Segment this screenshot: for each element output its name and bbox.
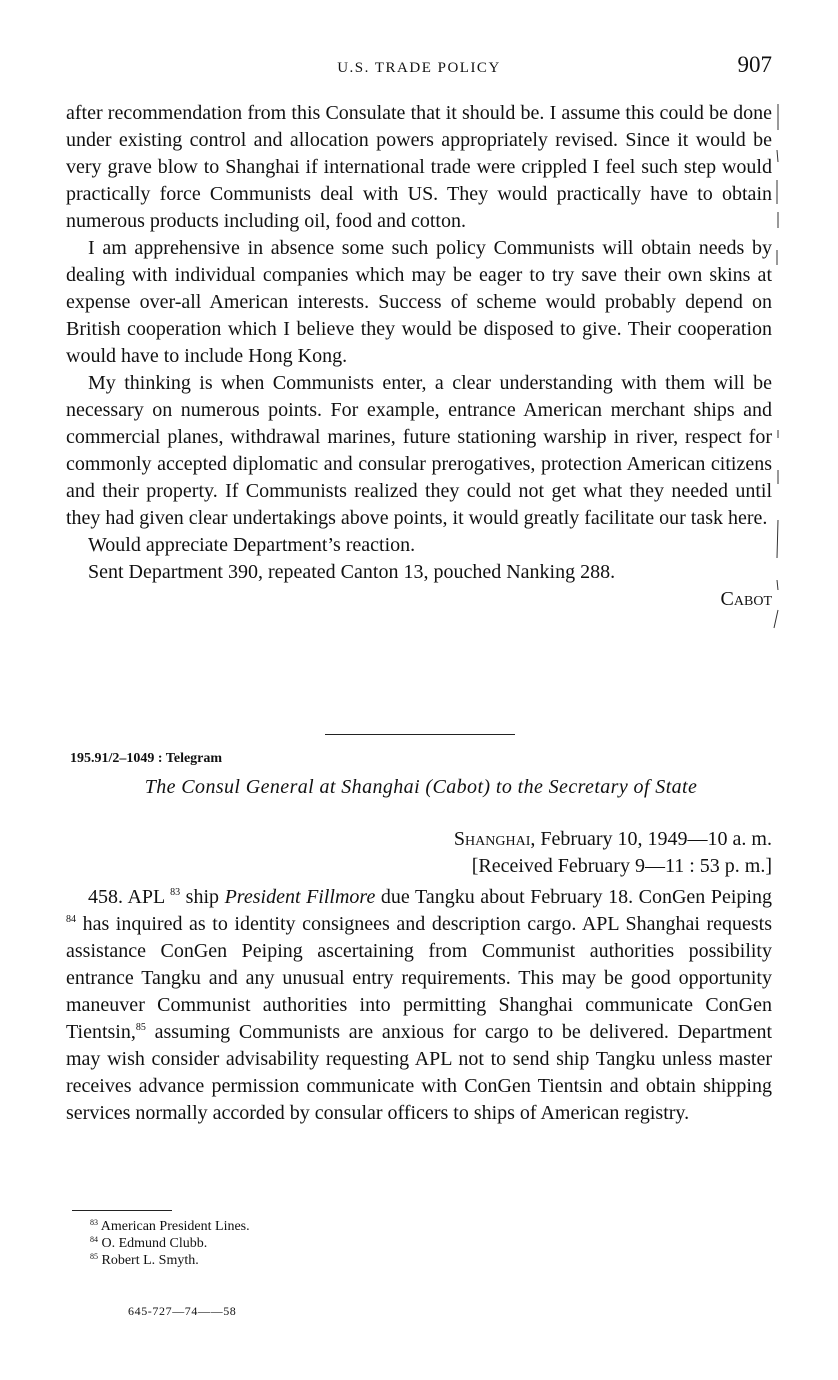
dateline-date: , February 10, 1949—10 a. m. bbox=[530, 828, 772, 850]
footnote-mark: 84 bbox=[90, 1235, 98, 1244]
footnote-text: American President Lines. bbox=[100, 1219, 250, 1234]
message-text: assuming Communists are anxious for cargo to be delivered. Department may wish consider advisability requesting APL not to send ship Tangku unless master receives advance permission communicate with ConGen Tientsin and obtain shipping services normally accorded by consular officers to ships of American registry. bbox=[66, 1021, 772, 1124]
footnote-text: O. Edmund Clubb. bbox=[101, 1236, 208, 1251]
paragraph: Would appreciate Department’s reaction. bbox=[88, 534, 416, 556]
file-reference: 195.91/2–1049 : Telegram bbox=[70, 751, 223, 766]
printer-code: 645-727—74——58 bbox=[128, 1304, 237, 1318]
footnote-mark: 83 bbox=[90, 1218, 98, 1227]
paragraph: after recommendation from this Consulate that it should be. I assume this could be done under existing control and allocation powers appropriately revised. Since it would be very grave blow to Shanghai if international trade were crippled I feel such step would practically force Communists deal with US. They would practically have to obtain numerous products including oil, food and cotton. bbox=[66, 102, 772, 232]
section-divider bbox=[325, 734, 515, 735]
signature: Cabot bbox=[720, 588, 772, 610]
message-text: due Tangku about February 18. ConGen Peiping bbox=[375, 886, 772, 908]
ship-name: President Fillmore bbox=[224, 886, 376, 908]
dateline-place: Shanghai bbox=[453, 828, 531, 850]
received-line: [Received February 9—11 : 53 p. m.] bbox=[471, 855, 772, 877]
document-heading bbox=[70, 776, 772, 799]
footnote-ref: 83 bbox=[170, 887, 181, 898]
dateline bbox=[454, 826, 772, 880]
heading-text: The Consul General at Shanghai ( bbox=[144, 776, 433, 798]
telegram-message bbox=[66, 884, 772, 1127]
margin-annotation-marks bbox=[770, 100, 784, 640]
footnote bbox=[90, 1218, 250, 1235]
footnote-text: Robert L. Smyth. bbox=[101, 1253, 199, 1268]
footnotes bbox=[90, 1218, 250, 1269]
heading-text: ) to the Secretary of State bbox=[483, 776, 698, 798]
running-head bbox=[66, 52, 772, 82]
page-number: 907 bbox=[737, 52, 772, 77]
footnote-mark: 85 bbox=[90, 1252, 98, 1261]
running-head-title: U.S. TRADE POLICY bbox=[337, 60, 501, 76]
heading-name: Cabot bbox=[432, 776, 484, 798]
message-paragraph bbox=[66, 884, 772, 1127]
paragraph: Sent Department 390, repeated Canton 13, pouched Nanking 288. bbox=[88, 561, 616, 583]
footnote-rule bbox=[72, 1210, 172, 1211]
footnote-ref: 85 bbox=[135, 1022, 146, 1033]
footnote-ref: 84 bbox=[66, 914, 76, 925]
message-text: has inquired as to identity consignees and description cargo. APL Shanghai requests assistance ConGen Peiping ascertaining from Communist authorities possibility entrance Tangku and any unusual entry requirements. This may be good opportunity maneuver Communist authorities into permitting Shanghai communicate ConGen Tientsin, bbox=[66, 913, 772, 1043]
message-text: 458. APL bbox=[88, 886, 171, 908]
message-text: ship bbox=[180, 886, 225, 908]
footnote bbox=[90, 1252, 250, 1269]
paragraph: My thinking is when Communists enter, a clear understanding with them will be necessary on numerous points. For example, entrance American merchant ships and commercial planes, withdrawal marines, future stationing warship in river, respect for commonly accepted diplomatic and consular prerogatives, protection American citizens and their property. If Communists realized they could not get what they needed until they had given clear undertakings above points, it would greatly facilitate our task here. bbox=[66, 372, 772, 529]
paragraph: I am apprehensive in absence some such policy Communists will obtain needs by dealing with individual companies which may be eager to try save their own skins at expense over-all American interests. Success of scheme would probably depend on British cooperation which I believe they would be disposed to give. Their cooperation would have to include Hong Kong. bbox=[66, 237, 772, 367]
footnote bbox=[90, 1235, 250, 1252]
continued-message bbox=[66, 100, 772, 613]
